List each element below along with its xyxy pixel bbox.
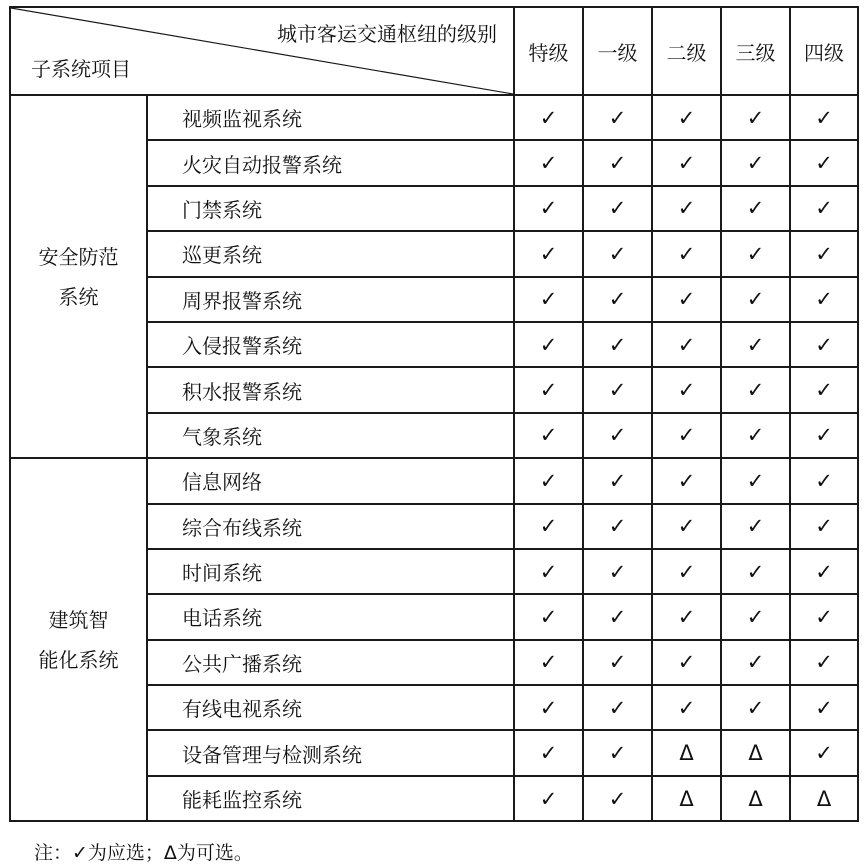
level-mark: ✓ [583, 367, 652, 412]
level-mark: ✓ [721, 458, 790, 503]
level-mark: Δ [790, 776, 858, 821]
table-body [10, 95, 858, 821]
level-mark: ✓ [583, 549, 652, 594]
subsystem-name: 入侵报警系统 [147, 322, 514, 367]
header-row [10, 7, 858, 95]
levels-table [9, 6, 859, 822]
level-mark: ✓ [790, 640, 858, 685]
level-mark: ✓ [790, 95, 858, 140]
subsystem-name: 气象系统 [147, 413, 514, 458]
level-header: 三级 [721, 7, 790, 95]
subsystem-name: 积水报警系统 [147, 367, 514, 412]
level-mark: ✓ [790, 549, 858, 594]
level-mark: ✓ [652, 95, 721, 140]
level-mark: ✓ [721, 367, 790, 412]
level-mark: ✓ [721, 504, 790, 549]
level-mark: ✓ [583, 186, 652, 231]
level-mark: Δ [721, 730, 790, 775]
level-mark: ✓ [514, 186, 583, 231]
level-mark: ✓ [721, 413, 790, 458]
category-cell [10, 458, 147, 821]
level-mark: ✓ [583, 140, 652, 185]
level-mark: ✓ [583, 730, 652, 775]
level-mark: ✓ [652, 594, 721, 639]
level-mark: ✓ [583, 231, 652, 276]
level-mark: Δ [652, 776, 721, 821]
level-mark: ✓ [514, 594, 583, 639]
level-mark: ✓ [514, 277, 583, 322]
level-mark: ✓ [790, 277, 858, 322]
category-cell [10, 95, 147, 458]
level-mark: ✓ [514, 730, 583, 775]
level-mark: ✓ [652, 231, 721, 276]
level-header: 四级 [790, 7, 858, 95]
level-header: 一级 [583, 7, 652, 95]
level-mark: ✓ [652, 322, 721, 367]
level-mark: ✓ [652, 640, 721, 685]
category-label-line: 建筑智 [48, 607, 109, 632]
level-mark: ✓ [652, 140, 721, 185]
level-mark: ✓ [514, 140, 583, 185]
level-mark: ✓ [721, 549, 790, 594]
subsystem-name: 综合布线系统 [147, 504, 514, 549]
level-mark: ✓ [790, 685, 858, 730]
diagonal-header-cell [10, 7, 514, 95]
level-header: 二级 [652, 7, 721, 95]
level-mark: ✓ [652, 504, 721, 549]
level-mark: ✓ [514, 322, 583, 367]
level-mark: ✓ [514, 413, 583, 458]
level-mark: ✓ [514, 95, 583, 140]
level-mark: ✓ [790, 367, 858, 412]
level-mark: ✓ [583, 322, 652, 367]
level-mark: ✓ [514, 549, 583, 594]
level-mark: ✓ [790, 322, 858, 367]
level-mark: ✓ [721, 277, 790, 322]
level-mark: ✓ [790, 413, 858, 458]
level-mark: ✓ [514, 776, 583, 821]
subsystem-name: 有线电视系统 [147, 685, 514, 730]
level-mark: ✓ [721, 231, 790, 276]
level-mark: ✓ [721, 594, 790, 639]
level-mark: Δ [652, 730, 721, 775]
level-mark: Δ [721, 776, 790, 821]
category-label-line: 能化系统 [38, 647, 119, 672]
level-mark: ✓ [583, 413, 652, 458]
subsystem-name: 周界报警系统 [147, 277, 514, 322]
column-header-label: 城市客运交通枢纽的级别 [277, 22, 497, 46]
level-mark: ✓ [583, 594, 652, 639]
level-mark: ✓ [583, 458, 652, 503]
level-mark: ✓ [583, 640, 652, 685]
subsystem-name: 门禁系统 [147, 186, 514, 231]
level-mark: ✓ [790, 594, 858, 639]
level-mark: ✓ [652, 549, 721, 594]
level-mark: ✓ [583, 504, 652, 549]
table-note: 注：✓为应选；Δ为可选。 [34, 842, 253, 864]
level-mark: ✓ [790, 458, 858, 503]
level-mark: ✓ [652, 186, 721, 231]
level-mark: ✓ [514, 367, 583, 412]
level-mark: ✓ [652, 685, 721, 730]
level-mark: ✓ [790, 231, 858, 276]
level-mark: ✓ [721, 640, 790, 685]
table-row [10, 95, 858, 140]
level-mark: ✓ [514, 685, 583, 730]
level-mark: ✓ [514, 458, 583, 503]
subsystem-name: 视频监视系统 [147, 95, 514, 140]
level-mark: ✓ [514, 640, 583, 685]
level-mark: ✓ [514, 231, 583, 276]
subsystem-name: 火灾自动报警系统 [147, 140, 514, 185]
subsystem-name: 时间系统 [147, 549, 514, 594]
subsystem-name: 公共广播系统 [147, 640, 514, 685]
subsystem-name: 设备管理与检测系统 [147, 730, 514, 775]
level-mark: ✓ [790, 140, 858, 185]
level-mark: ✓ [583, 776, 652, 821]
level-mark: ✓ [721, 95, 790, 140]
category-label-line: 系统 [58, 284, 99, 309]
level-mark: ✓ [514, 504, 583, 549]
level-mark: ✓ [652, 277, 721, 322]
level-mark: ✓ [583, 685, 652, 730]
level-mark: ✓ [790, 186, 858, 231]
subsystem-name: 能耗监控系统 [147, 776, 514, 821]
level-mark: ✓ [583, 277, 652, 322]
level-header: 特级 [514, 7, 583, 95]
category-label-line: 安全防范 [38, 244, 119, 269]
level-mark: ✓ [721, 685, 790, 730]
subsystem-name: 巡更系统 [147, 231, 514, 276]
table-row [10, 458, 858, 503]
level-mark: ✓ [790, 730, 858, 775]
row-header-label: 子系统项目 [31, 57, 131, 81]
level-mark: ✓ [721, 140, 790, 185]
level-mark: ✓ [652, 413, 721, 458]
level-mark: ✓ [721, 322, 790, 367]
level-mark: ✓ [652, 458, 721, 503]
level-mark: ✓ [721, 186, 790, 231]
level-mark: ✓ [790, 504, 858, 549]
level-mark: ✓ [583, 95, 652, 140]
subsystem-name: 电话系统 [147, 594, 514, 639]
subsystem-name: 信息网络 [147, 458, 514, 503]
level-mark: ✓ [652, 367, 721, 412]
